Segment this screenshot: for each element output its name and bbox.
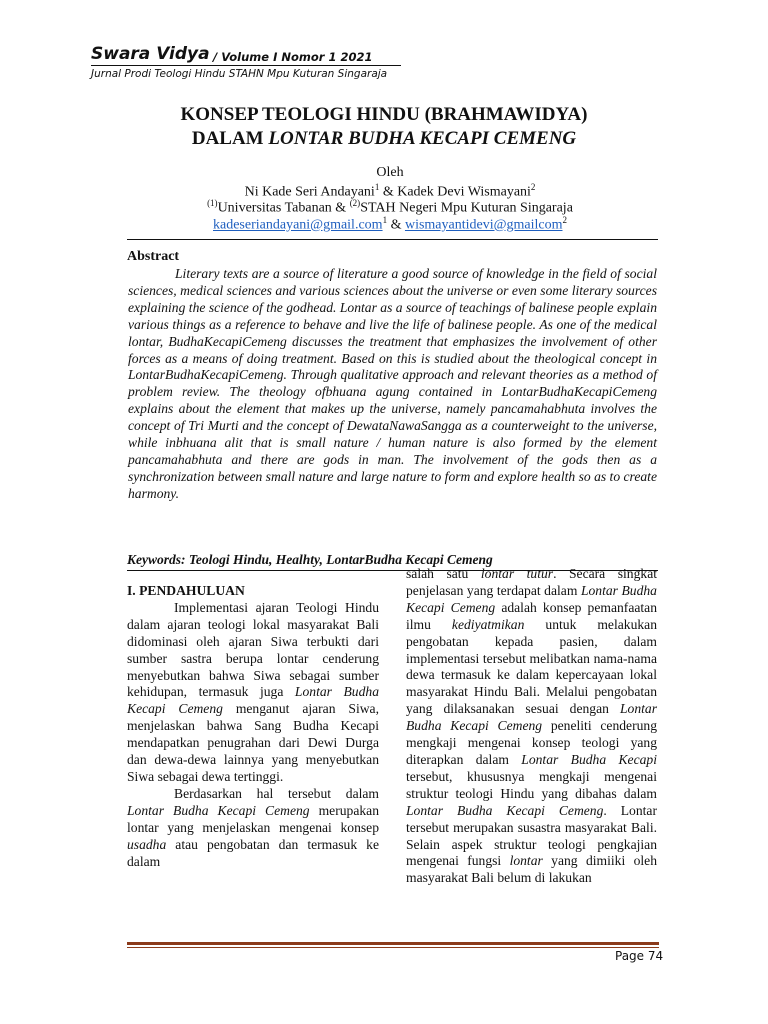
emails [0,215,768,234]
p1-italic: Lontar Budha Kecapi Cemeng [127,684,379,717]
email-link-2[interactable]: wismayantidevi@gmailcom [404,217,563,233]
r-italic-1: lontar tutur [480,566,554,581]
title-dalam: DALAM [191,128,269,149]
email-and: & [387,217,405,233]
p1-text-b: menganut ajaran Siwa, menjelaskan bahwa Sang Budha Kecapi mendapatkan penugrahan dari Dewi Durga dan dewa-dewa lainnya yang menyebutkan Siwa sebagai dewa tertinggi. [127,701,379,784]
r-text-f: tersebut, khususnya mengkaji mengenai struktur teologi Hindu yang dibahas dalam [406,768,657,801]
title-lontar: LONTAR BUDHA KECAPI CEMENG [268,128,577,149]
r-italic-7: lontar [509,853,543,869]
page-number: Page 74 [615,949,664,963]
right-paragraph [406,566,657,887]
footer-rule-thick [127,942,659,945]
author-1-sup: 1 [374,182,380,192]
p2-text-c: atau pengobatan dan termasuk ke dalam [127,836,379,869]
paper-title-line-1: KONSEP TEOLOGI HINDU (BRAHMAWIDYA) [180,104,588,125]
email-1-sup: 1 [382,215,388,225]
journal-name: Swara Vidya [91,44,210,64]
section-heading: I. PENDAHULUAN [127,583,245,598]
journal-volume: / Volume I Nomor 1 2021 [213,50,373,64]
r-text-a: salah satu [406,566,481,581]
right-column [406,566,657,887]
r-text-c: adalah konsep pemanfaatan ilmu [406,599,657,632]
abstract-heading: Abstract [127,249,180,264]
footer-rule-thin [127,947,659,948]
affiliations [0,198,768,217]
header-rule [91,65,401,66]
keywords: Keywords: Teologi Hindu, Healhty, LontarBudha Kecapi Cemeng [127,552,493,567]
paragraph-2 [127,786,379,871]
byline-oleh: Oleh [376,165,404,180]
paragraph-1 [127,600,379,786]
r-italic-5: Lontar Budha Kecapi [521,751,657,767]
email-link-1[interactable]: kadeseriandayani@gmail.com [213,217,383,233]
abstract-top-rule [127,239,658,240]
author-1: Ni Kade Seri Andayani [244,184,375,200]
r-text-g: . Lontar tersebut merupakan susastra masyarakat Bali. Selain aspek struktur teologi pengkajian mengenai fungsi [406,802,657,869]
r-italic-4: Lontar Budha Kecapi Cemeng [406,701,657,734]
affil-2: STAH Negeri Mpu Kuturan Singaraja [360,200,573,216]
affil-1: Universitas Tabanan & [217,200,350,216]
email-2-sup: 2 [562,215,567,225]
left-column [127,583,379,870]
r-text-d: untuk melakukan pengobatan kepada pasien, dalam implementasi tersebut melibatkan nama-nama dewa termasuk ke dalam kepercayaan lokal masyarakat Hindu Bali. Melalui pengobatan yang dilaksanakan sesuai dengan [406,616,657,717]
abstract-body [128,266,657,503]
paper-title-line-2 [0,128,768,150]
author-2-sup: 2 [530,182,536,192]
affil-1-sup: (1) [207,198,218,208]
p1-text-a: Implementasi ajaran Teologi Hindu dalam ajaran teologi lokal masyarakat Bali didominasi oleh ajaran Siwa terbukti dari sumber sastra berupa lontar cenderung menyebutkan bahwa Siwa sebagai sumber kehidupan, termasuk juga [127,599,379,700]
p2-text-b: merupakan lontar yang menjelaskan mengenai konsep [127,802,379,835]
author-and: & [379,184,398,200]
author-2: Kadek Devi Wismayani [397,184,531,200]
r-italic-2: Lontar Budha Kecapi Cemeng [406,582,657,615]
journal-subtitle: Jurnal Prodi Teologi Hindu STAHN Mpu Kuturan Singaraja [91,68,388,80]
p2-italic-1: Lontar Budha Kecapi Cemeng [127,802,310,818]
affil-2-sup: (2) [349,198,361,208]
p2-italic-2: usadha [127,836,167,852]
abstract-text: Literary texts are a source of literature a good source of knowledge in the field of social sciences, medical sciences and various sciences about the universe or even some literary sources explaining the science of the godhead. Lontar as a source of teachings of balinese people explain various things as a reference to behave and live the life of balinese people. As one of the medical lontar, BudhaKecapiCemeng discusses the treatment that emphasizes the involvement of other forces as a means of doing treatment. Based on this is studied about the theological concept in LontarBudhaKecapiCemeng. Through qualitative approach and relevant theories as a method of problem review. The theology ofbhuana agung contained in LontarBudhaKecapiCemeng explains about the element that makes up the universe, namely pancamahabhuta involves the concept of Tri Murti and the concept of DewataNawaSangga as a counterweight to the universe, while inbhuana alit that is small nature / human nature is also formed by the element pancamahabhuta and there are gods in man. The involvement of the gods then as a synchronization between small nature and large nature to form and explore health so as to create harmony. [128,266,657,501]
r-text-b: . Secara singkat penjelasan yang terdapat dalam [406,566,658,598]
r-text-h: yang dimiiki oleh masyarakat Bali belum di lakukan [406,853,657,886]
r-text-e: peneliti cenderung mengkaji mengenai konsep teologi yang diterapkan dalam [406,718,657,767]
r-italic-3: kediyatmikan [451,616,525,632]
p2-text-a: Berdasarkan hal tersebut dalam [174,785,379,801]
r-italic-6: Lontar Budha Kecapi Cemeng [406,802,604,818]
